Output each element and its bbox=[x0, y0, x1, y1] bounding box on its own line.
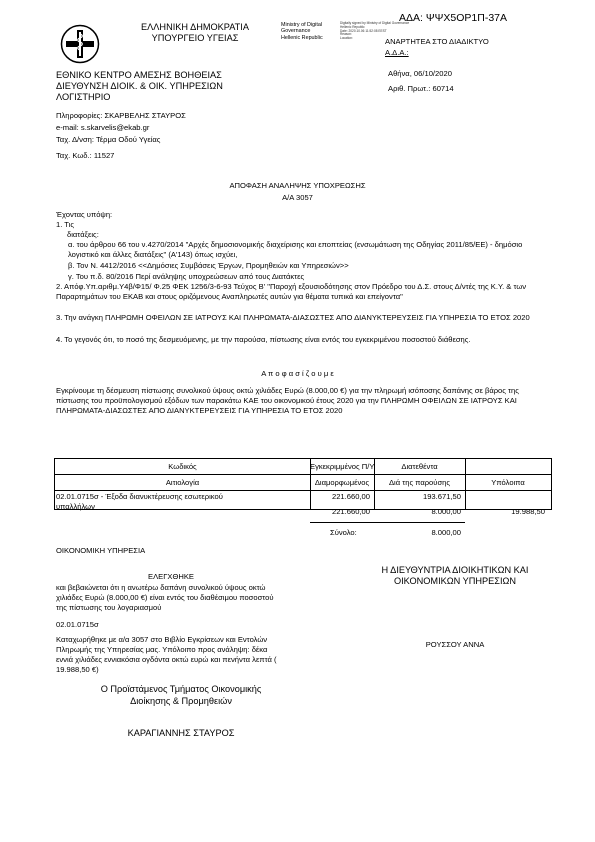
country-name: ΕΛΛΗΝΙΚΗ ΔΗΜΟΚΡΑΤΙΑ bbox=[141, 22, 249, 32]
gov-seal-line3: Hellenic Republic bbox=[281, 34, 323, 41]
sender-line2: ΔΙΕΥΘΥΝΣΗ ΔΙΟΙΚ. & ΟΙΚ. ΥΠΗΡΕΣΙΩΝ bbox=[56, 81, 223, 91]
signer-right: ΡΟΥΣΣΟΥ ΑΝΝΑ bbox=[425, 640, 485, 649]
contact-email: e-mail: s.skarvelis@ekab.gr bbox=[56, 123, 150, 132]
economic-service: ΟΙΚΟΝΟΜΙΚΗ ΥΠΗΡΕΣΙΑ bbox=[56, 546, 146, 555]
item-2: 2. Απόφ.Υπ.αριθμ.Υ4β/Φ15/ Φ.25 ΦΕΚ 1256/3-6-93 Τεύχος Β' "Παροχή εξουσιοδότησης στον Πρόεδρο του Δ.Σ. στους Δ/ντές της Κ.Υ. & των Παραρτημάτων του ΕΚΑΒ και στους οριζόμενους Αναπληρωτές αυτών για θέματα τυπικά και επείγοντα" bbox=[56, 282, 527, 301]
item-1-provisions: διατάξεις: bbox=[67, 230, 99, 239]
sender-line1: ΕΘΝΙΚΟ ΚΕΝΤΡΟ ΑΜΕΣΗΣ ΒΟΗΘΕΙΑΣ bbox=[56, 70, 222, 80]
head-title-line2: Διοίκησης & Προμηθειών bbox=[130, 696, 232, 706]
decision-title: ΑΠΟΦΑΣΗ ΑΝΑΛΗΨΗΣ ΥΠΟΧΡΕΩΣΗΣ bbox=[229, 181, 366, 190]
col-reason: Αιτιολογία bbox=[165, 478, 200, 487]
contact-info: Πληροφορίες: ΣΚΑΡΒΕΛΗΣ ΣΤΑΥΡΟΣ bbox=[56, 111, 186, 120]
gov-seal-line2: Governance bbox=[281, 28, 311, 35]
contact-postcode: Ταχ. Κωδ.: 11527 bbox=[56, 151, 115, 160]
head-title-line1: Ο Προϊστάμενος Τμήματος Οικονομικής bbox=[100, 684, 262, 694]
formed-value: 221.660,00 bbox=[331, 507, 370, 516]
table-row-code: 02.01.0715σ - Έξοδα διανυκτέρευσης εσωτερικού υπαλλήλων bbox=[56, 492, 223, 511]
gov-seal bbox=[281, 22, 323, 41]
col-formed: Διαμορφωμένος bbox=[314, 478, 370, 487]
checked-label: ΕΛΕΓΧΘΗΚΕ bbox=[148, 572, 194, 581]
decision-number: Α/Α 3057 bbox=[282, 193, 313, 202]
item-4: 4. Το γεγονός ότι, το ποσό της δεσμευόμενης, με την παρούσα, πίστωσης είναι εντός του εγκεκριμένου ποσοστού διάθεσης. bbox=[56, 335, 471, 344]
item-1c: γ. Του π.δ. 80/2016 Περί ανάληψης υποχρεώσεων από τους Διατάκτες bbox=[68, 272, 305, 281]
protocol-number: Αριθ. Πρωτ.: 60714 bbox=[388, 84, 454, 93]
sum-value: 8.000,00 bbox=[431, 528, 461, 537]
col-current: Διά της παρούσης bbox=[388, 478, 451, 487]
col-code: Κωδικός bbox=[168, 462, 197, 471]
sig-line: Digitally signed by Ministry of Digital Governance bbox=[340, 21, 410, 25]
sig-line: Hellenic Republic bbox=[340, 24, 365, 29]
allocated-value: 193.671,50 bbox=[422, 492, 461, 501]
director-title-line1: Η ΔΙΕΥΘΥΝΤΡΙΑ ΔΙΟΙΚΗΤΙΚΩΝ ΚΑΙ bbox=[381, 565, 529, 575]
remaining-value: 19.988,50 bbox=[511, 507, 545, 516]
ministry-name: ΥΠΟΥΡΓΕΙΟ ΥΓΕΙΑΣ bbox=[151, 33, 239, 43]
ada-label: Α.Δ.Α.: bbox=[385, 48, 409, 57]
registration-text: Καταχωρήθηκε με α/α 3057 στο Βιβλίο Εγκρίσεων και Εντολών Πληρωμής της Υπηρεσίας μας. Υπόλοιπο προς ανάληψη: δέκα εννιά χιλιάδες εννιακόσια ογδόντα οκτώ ευρώ και πενήντα λεπτά ( 19.988,50 €) bbox=[56, 635, 277, 674]
ada-stamp: ΑΔΑ: ΨΨΧ5ΟΡ1Π-37Α bbox=[399, 12, 508, 24]
ekab-logo-icon bbox=[60, 24, 100, 64]
sum-label: Σύνολο: bbox=[330, 528, 357, 537]
col-remaining: Υπόλοιπα bbox=[491, 478, 525, 487]
item-1b: β. Τον Ν. 4412/2016 <<Δημόσιες Συμβάσεις Έργων, Προμηθειών και Υπηρεσιών>> bbox=[68, 261, 349, 270]
considering-heading: Έχοντας υπόψη: bbox=[56, 210, 113, 219]
item-3: 3. Την ανάγκη ΠΛΗΡΩΜΗ ΟΦΕΙΛΩΝ ΣΕ ΙΑΤΡΟΥΣ ΚΑΙ ΠΛΗΡΩΜΑΤΑ-ΔΙΑΣΩΣΤΕΣ ΑΠΟ ΔΙΑΝΥΚΤΕΡΕΥΣΕΙΣ ΓΙΑ ΥΠΗΡΕΣΙΑ ΤΟ ΕΤΟΣ 2020 bbox=[56, 313, 530, 322]
item-1a: α. του άρθρου 66 του ν.4270/2014 "Αρχές δημοσιονομικής διαχείρισης και εποπτείας (ενσωμάτωση της Οδηγίας 2011/85/ΕΕ) - δημόσιο λογιστικό και άλλες διατάξεις" (Α'143) όπως ισχύει, bbox=[68, 240, 523, 259]
col-allocated: Διατεθέντα bbox=[401, 462, 438, 471]
contact-address: Ταχ. Δ/νση: Τέρμα Οδού Υγείας bbox=[56, 135, 161, 144]
col-approved: Εγκεκριμμένος Π/Υ bbox=[310, 462, 375, 471]
gov-seal-line1: Ministry of Digital bbox=[281, 22, 323, 28]
director-title-line2: ΟΙΚΟΝΟΜΙΚΩΝ ΥΠΗΡΕΣΙΩΝ bbox=[393, 576, 517, 586]
place-date: Αθήνα, 06/10/2020 bbox=[388, 69, 452, 78]
item-1: 1. Τις bbox=[56, 220, 75, 229]
sender-line3: ΛΟΓΙΣΤΗΡΙΟ bbox=[56, 92, 111, 102]
sig-line: Date: 2020.10.06 11:52:08 EEST bbox=[340, 28, 387, 33]
signer-left: ΚΑΡΑΓΙΑΝΝΗΣ ΣΤΑΥΡΟΣ bbox=[127, 728, 235, 738]
sig-line: Location: bbox=[340, 36, 353, 41]
sig-line: Reason: bbox=[340, 32, 352, 37]
decide-heading: Α π ο φ α σ ί ζ ο υ μ ε bbox=[261, 369, 334, 378]
posted-online: ΑΝΑΡΤΗΤΕΑ ΣΤΟ ΔΙΑΔΙΚΤΥΟ bbox=[385, 37, 489, 46]
account-code: 02.01.0715σ bbox=[56, 620, 99, 629]
approved-value: 221.660,00 bbox=[331, 492, 370, 501]
approval-text: Εγκρίνουμε τη δέσμευση πίστωσης συνολικού ύψους οκτώ χιλιάδες Ευρώ (8.000,00 €) για την πληρωμή ισόποσης δαπάνης σε βάρος της πίστωσης του προϋπολογισμού εξόδων των παρακάτω ΚΑΕ του οικονομικού έτους 2020 για την ΠΛΗΡΩΜΗ ΟΦΕΙΛΩΝ ΣΕ ΙΑΤΡΟΥΣ ΚΑΙ ΠΛΗΡΩΜΑΤΑ-ΔΙΑΣΩΣΤΕΣ ΑΠΟ ΔΙΑΝΥΚΤΕΡΕΥΣΕΙΣ ΓΙΑ ΥΠΗΡΕΣΙΑ ΤΟ ΕΤΟΣ 2020 bbox=[56, 386, 519, 415]
current-value: 8.000,00 bbox=[431, 507, 461, 516]
certification-text: και βεβαιώνεται ότι η ανωτέρω δαπάνη συνολικού ύψους οκτώ χιλιάδες Ευρώ (8.000,00 €) είναι εντός του διαθέσιμου ποσοστού της πίστωσης του λογαριασμού bbox=[56, 583, 274, 612]
